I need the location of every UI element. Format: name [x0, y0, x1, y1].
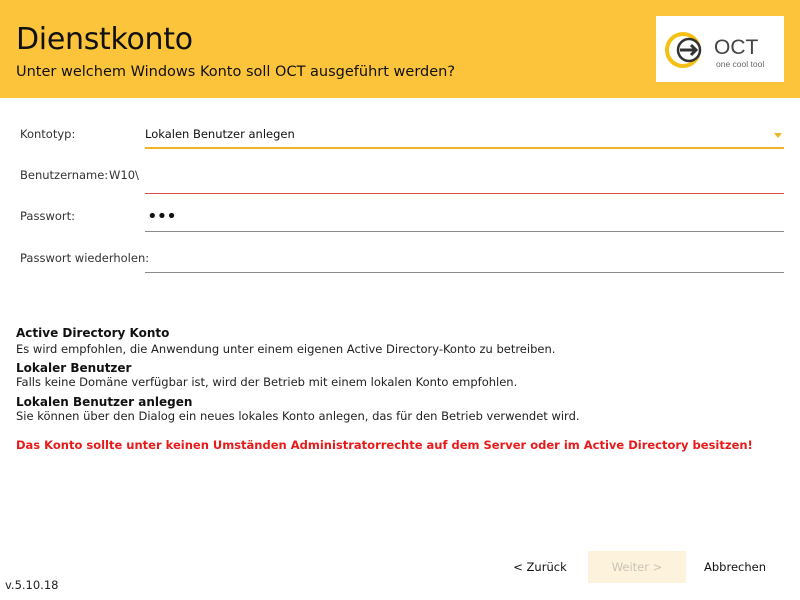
info-text-local: Falls keine Domäne verfügbar ist, wird der Betrieb mit einem lokalen Konto empfohlen. [16, 375, 518, 389]
back-button[interactable]: < Zurück [513, 560, 567, 574]
password-repeat-underline [145, 272, 784, 273]
chevron-down-icon [774, 133, 782, 138]
info-heading-ad: Active Directory Konto [16, 326, 170, 340]
version-label: v.5.10.18 [5, 578, 59, 592]
cancel-button[interactable]: Abbrechen [704, 560, 766, 574]
info-heading-create: Lokalen Benutzer anlegen [16, 395, 193, 409]
logo-name: OCT [714, 36, 759, 59]
account-type-dropdown[interactable] [145, 121, 784, 149]
page-title: Dienstkonto [16, 22, 193, 57]
account-type-value: Lokalen Benutzer anlegen [145, 127, 295, 141]
account-type-underline [145, 147, 784, 149]
password-repeat-label: Passwort wiederholen: [20, 251, 150, 265]
next-button[interactable]: Weiter > [588, 551, 686, 583]
account-type-label: Kontotyp: [20, 127, 76, 141]
username-label: Benutzername: [20, 168, 109, 182]
password-input[interactable] [145, 204, 784, 232]
username-domain-prefix: W10\ [109, 168, 139, 182]
page-subtitle: Unter welchem Windows Konto soll OCT ausgeführt werden? [16, 64, 456, 80]
info-heading-local: Lokaler Benutzer [16, 361, 132, 375]
username-underline [145, 193, 784, 194]
password-repeat-input[interactable] [145, 245, 784, 273]
header-bar [0, 0, 800, 98]
logo-tagline: one cool tool [716, 59, 765, 69]
info-text-ad: Es wird empfohlen, die Anwendung unter einem eigenen Active Directory-Konto zu betreiben. [16, 342, 556, 356]
admin-rights-warning: Das Konto sollte unter keinen Umständen Administratorrechte auf dem Server oder im Active Directory besitzen! [16, 438, 753, 452]
username-input[interactable] [145, 166, 784, 194]
oct-logo [656, 16, 784, 82]
password-value: ••• [147, 206, 176, 227]
password-label: Passwort: [20, 209, 76, 223]
oct-logo-icon [664, 31, 710, 69]
info-text-create: Sie können über den Dialog ein neues lokales Konto anlegen, das für den Betrieb verwendet wird. [16, 409, 580, 423]
password-underline [145, 231, 784, 232]
